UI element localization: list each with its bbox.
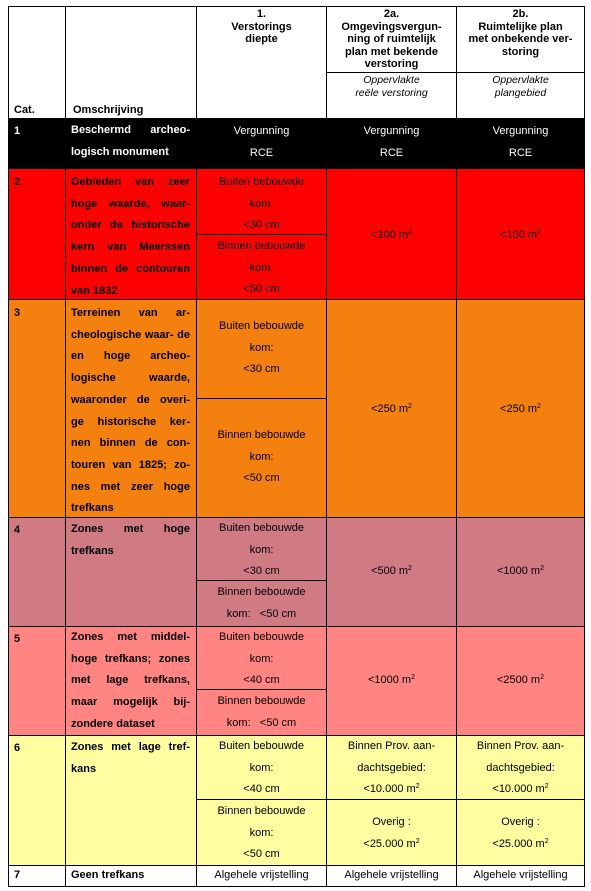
row-7-cat: 7 xyxy=(14,869,21,881)
row-6-col2a-bot-line xyxy=(327,834,456,856)
row-1-depth xyxy=(197,121,326,164)
row-7-col2a: Algehele vrijstelling xyxy=(344,869,439,881)
row-6-col2b-top-line: Binnen Prov. aan- xyxy=(476,740,565,752)
row-1-col2a xyxy=(327,121,456,164)
row-1-col2b-line: RCE xyxy=(508,146,533,159)
row-6-col2a-top xyxy=(327,736,456,801)
row-6-col2a-top-line: Binnen Prov. aan- xyxy=(347,740,436,752)
header-sub2b xyxy=(457,74,584,100)
row-3-depth-buiten xyxy=(197,316,326,381)
row-3-col2b xyxy=(457,399,584,421)
row-4-depth-buiten-line: kom: xyxy=(249,543,274,556)
row-4-depth-buiten-line: Buiten bebouwde xyxy=(218,522,304,534)
row-1-col2b xyxy=(457,121,584,164)
row-2-depth-buiten-line: kom: xyxy=(249,197,274,210)
header-col2b-line: 2b. xyxy=(512,8,529,20)
header-sub2a xyxy=(327,74,456,100)
row-1-cat: 1 xyxy=(14,125,21,137)
row-5-col2b-value: <2500 m xyxy=(496,674,541,686)
row-1-desc: Beschermd archeo- logisch monument xyxy=(71,124,190,158)
superscript: 2 xyxy=(408,565,412,572)
row-5-depth-binnen-line: kom: <50 cm xyxy=(226,716,297,729)
grid-line xyxy=(196,398,327,399)
row-3-depth-binnen-line: kom: xyxy=(249,450,274,463)
row-2-depth-buiten xyxy=(197,172,326,237)
row-4-depth-binnen xyxy=(197,582,326,625)
row-4-col2a-value: <500 m xyxy=(371,565,409,577)
row-1-col2a-line: RCE xyxy=(379,146,404,159)
row-5-depth-buiten-line: kom: xyxy=(249,652,274,665)
row-6-col2b-top-value: <10.000 m xyxy=(492,783,545,796)
row-3-depth-buiten-line: <30 cm xyxy=(243,363,280,376)
row-4-col2b xyxy=(457,561,584,583)
row-6-desc: Zones met lage tref- kans xyxy=(71,741,190,775)
row-4-depth-binnen-line: kom: <50 cm xyxy=(226,607,297,620)
row-5-depth-buiten-line: Buiten bebouwde xyxy=(218,631,304,643)
row-6-col2a-top-line: dachtsgebied: xyxy=(357,761,426,774)
row-7-col2b: Algehele vrijstelling xyxy=(473,869,568,881)
superscript: 2 xyxy=(415,783,420,791)
row-5-cat: 5 xyxy=(14,633,21,645)
row-1-depth-line: Vergunning xyxy=(233,125,290,137)
header-cat: Cat. xyxy=(14,104,35,116)
row-5-depth-buiten xyxy=(197,627,326,692)
header-col2b-line: met onbekende ver- xyxy=(468,33,573,45)
header-col2a-line: plan met bekende xyxy=(345,45,438,58)
grid-line xyxy=(8,118,585,119)
header-sub2a-line: Oppervlakte xyxy=(363,74,420,86)
grid-line xyxy=(584,6,585,887)
row-4-depth-buiten-line: <30 cm xyxy=(243,565,280,578)
header-col1-line: Verstorings xyxy=(231,20,292,33)
grid-line xyxy=(8,168,585,169)
row-3-col2b-value: <250 m xyxy=(500,403,538,415)
row-6-col2b-top-line xyxy=(457,779,584,801)
row-3-depth-binnen-line: <50 cm xyxy=(243,472,280,485)
row-3-depth-binnen-line: Binnen bebouwde xyxy=(217,429,306,441)
row-6-depth-binnen xyxy=(197,801,326,866)
row-6-col2b-top xyxy=(457,736,584,801)
header-omschrijving: Omschrijving xyxy=(73,104,144,116)
row-2-col2b-value: <100 m xyxy=(500,229,538,241)
row-6-col2b-bot-line xyxy=(457,834,584,856)
row-3-cat: 3 xyxy=(14,307,21,319)
header-sub2b-line: Oppervlakte xyxy=(492,74,549,86)
row-5-desc: Zones met middel- hoge trefkans; zones met lage trefkans, maar mogelijk bij- zondere dataset xyxy=(71,631,190,730)
row-6-col2a-bot xyxy=(327,812,456,855)
row-6-depth-buiten xyxy=(197,736,326,801)
header-col2a xyxy=(327,8,456,71)
row-5-depth-binnen-line: Binnen bebouwde xyxy=(217,695,306,707)
header-col2a-line: ning of ruimtelijk xyxy=(347,33,436,45)
superscript: 2 xyxy=(411,674,416,681)
superscript: 2 xyxy=(415,837,420,845)
row-5-depth-binnen xyxy=(197,691,326,734)
row-3-depth-binnen xyxy=(197,425,326,490)
header-col2b xyxy=(457,8,584,58)
row-1-col2b-line: Vergunning xyxy=(492,125,549,137)
row-3-col2a xyxy=(327,399,456,421)
row-7-desc: Geen trefkans xyxy=(71,869,145,881)
row-3-depth-buiten-line: kom: xyxy=(249,341,274,354)
grid-line xyxy=(8,6,585,7)
superscript: 2 xyxy=(408,229,412,236)
superscript: 2 xyxy=(544,783,549,791)
superscript: 2 xyxy=(540,674,545,681)
header-col1 xyxy=(197,8,326,46)
header-col1-line: diepte xyxy=(245,33,278,45)
row-3-depth-buiten-line: Buiten bebouwde xyxy=(218,320,304,332)
superscript: 2 xyxy=(540,565,545,572)
grid-line xyxy=(8,886,585,887)
row-6-depth-buiten-line: Buiten bebouwde xyxy=(218,740,304,752)
row-5-col2b xyxy=(457,670,584,692)
row-6-col2b-bot-line: Overig : xyxy=(501,816,540,828)
header-sub2a-line: reële verstoring xyxy=(355,87,428,99)
header-col1-line: 1. xyxy=(256,8,267,20)
row-6-depth-binnen-line: Binnen bebouwde xyxy=(217,805,306,817)
row-6-col2a-bot-value: <25.000 m xyxy=(363,837,416,850)
superscript: 2 xyxy=(537,403,541,410)
row-6-col2a-top-line xyxy=(327,779,456,801)
grid-line xyxy=(8,6,9,887)
superscript: 2 xyxy=(537,229,541,236)
row-2-depth-binnen xyxy=(197,236,326,301)
header-col2a-line: Omgevingsvergun- xyxy=(341,20,442,33)
row-6-col2b-bot xyxy=(457,812,584,855)
row-6-col2b-bot-value: <25.000 m xyxy=(492,837,545,850)
row-6-depth-binnen-line: kom: xyxy=(249,826,274,839)
row-6-cat: 6 xyxy=(14,742,21,754)
header-col2b-line: Ruimtelijke plan xyxy=(478,20,563,33)
row-4-col2a xyxy=(327,561,456,583)
header-col2b-line: storing xyxy=(501,45,540,58)
row-2-depth-buiten-line: <30 cm xyxy=(243,219,280,232)
superscript: 2 xyxy=(544,837,549,845)
row-1-col2a-line: Vergunning xyxy=(363,125,420,137)
row-2-col2a xyxy=(327,225,456,247)
header-col2a-line: verstoring xyxy=(364,58,419,70)
row-6-depth-buiten-line: kom: xyxy=(249,761,274,774)
superscript: 2 xyxy=(408,403,412,410)
row-6-depth-binnen-line: <50 cm xyxy=(243,848,280,861)
header-col2a-line: 2a. xyxy=(383,8,400,20)
row-2-cat: 2 xyxy=(14,176,21,188)
row-4-col2b-value: <1000 m xyxy=(496,565,541,577)
row-4-depth-binnen-line: Binnen bebouwde xyxy=(217,586,306,598)
row-2-depth-binnen-line: Binnen bebouwde xyxy=(217,240,306,252)
row-6-col2a-bot-line: Overig : xyxy=(372,816,411,828)
header-sub2b-line: plangebied xyxy=(494,87,547,99)
row-1-depth-line: RCE xyxy=(249,146,274,159)
row-2-depth-binnen-line: <50 cm xyxy=(243,283,280,296)
row-5-col2a xyxy=(327,670,456,692)
row-6-depth-buiten-line: <40 cm xyxy=(243,783,280,796)
row-4-desc: Zones met hoge trefkans xyxy=(71,523,190,557)
row-2-desc: Gebieden van zeer hoge waarde, waar- onder de historische kern van Meerssen binnen de contouren van 1832 xyxy=(71,176,190,297)
row-2-depth-buiten-line: Buiten bebouwde xyxy=(218,176,304,188)
row-2-col2a-value: <100 m xyxy=(371,229,409,241)
row-3-desc: Terreinen van ar- cheologische waar- de en hoge archeo- logische waarde, waaronder de overi- ge historische ker- nen binnen de con- touren van 1825; zo- nes met zeer hoge trefkans xyxy=(71,307,190,515)
row-5-col2a-value: <1000 m xyxy=(367,674,412,686)
row-5-depth-buiten-line: <40 cm xyxy=(243,674,280,687)
row-2-col2b xyxy=(457,225,584,247)
row-6-col2b-top-line: dachtsgebied: xyxy=(486,761,555,774)
row-4-depth-buiten xyxy=(197,518,326,583)
row-4-cat: 4 xyxy=(14,524,21,536)
row-2-depth-binnen-line: kom: xyxy=(249,261,274,274)
row-6-col2a-top-value: <10.000 m xyxy=(363,783,416,796)
row-3-col2a-value: <250 m xyxy=(371,403,409,415)
grid-line xyxy=(326,72,585,73)
row-7-depth: Algehele vrijstelling xyxy=(214,869,309,881)
